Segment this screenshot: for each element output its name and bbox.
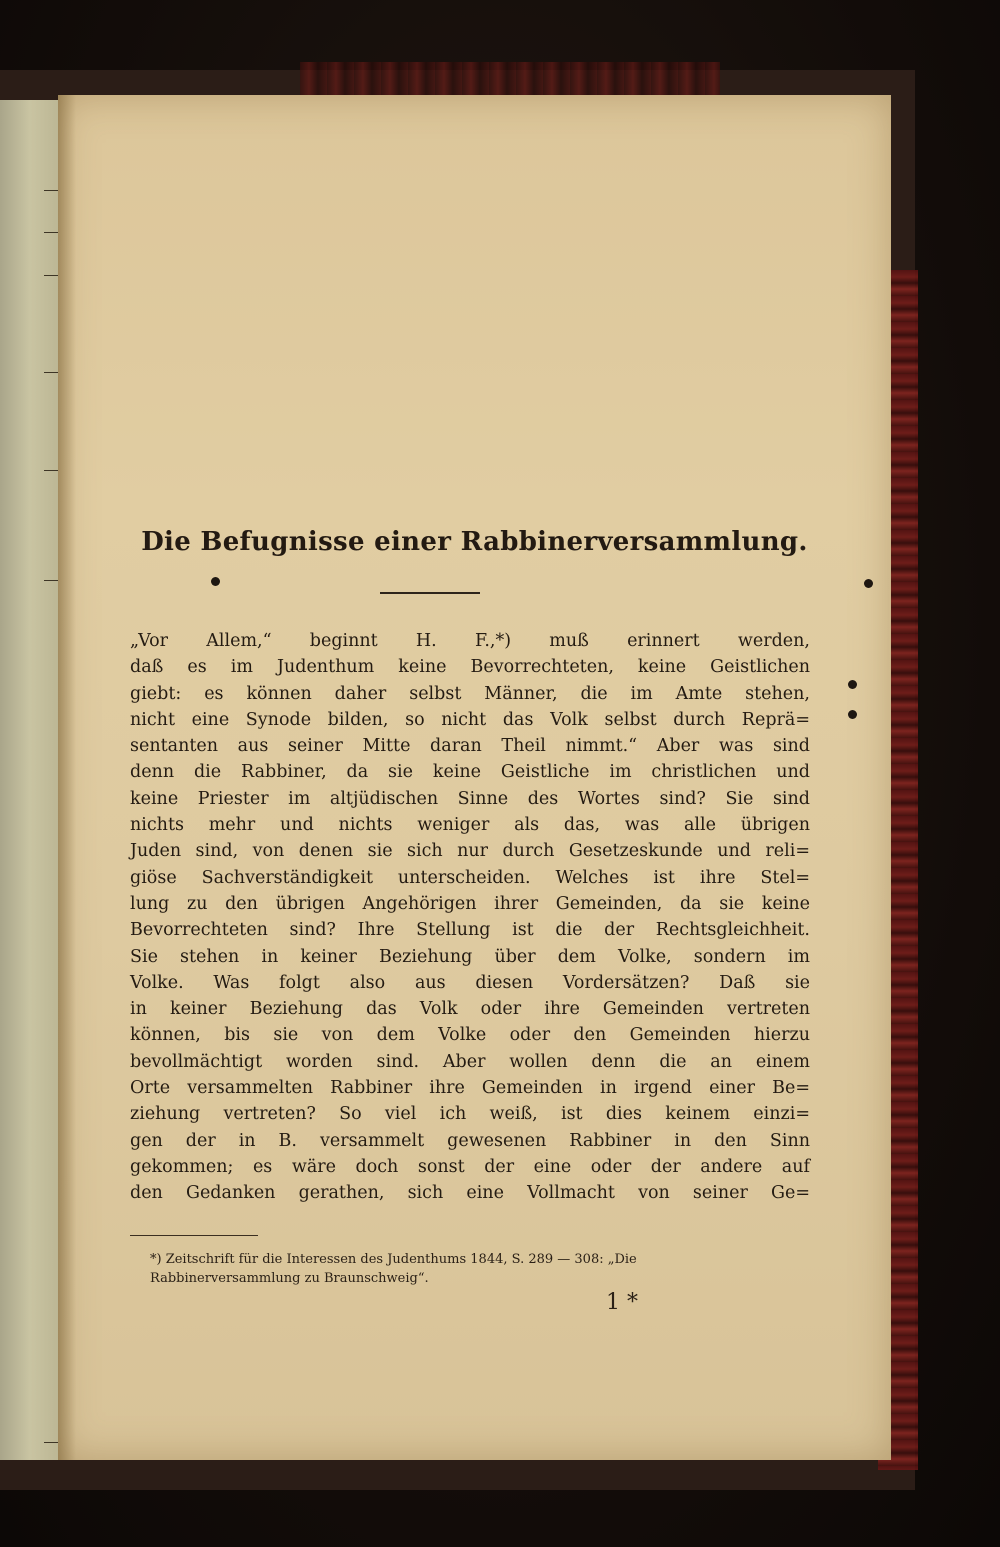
text-line: Juden sind, von denen sie sich nur durch Gesetzeskunde und reli= — [130, 841, 810, 862]
text-line: ziehung vertreten? So viel ich weiß, ist dies keinem einzi= — [130, 1104, 810, 1125]
footnote-line: *) Zeitschrift für die Interessen des Judenthums 1844, S. 289 — 308: „Die — [150, 1252, 637, 1267]
text-line: Volke. Was folgt also aus diesen Vordersätzen? Daß sie — [130, 972, 810, 993]
text-line: Orte versammelten Rabbiner ihre Gemeinden in irgend einer Be= — [130, 1078, 810, 1099]
chapter-heading: Die Befugnisse einer Rabbinerversammlung. — [141, 527, 808, 557]
facing-page-edge — [0, 100, 66, 1460]
ink-dot — [211, 577, 220, 586]
text-line: daß es im Judenthum keine Bevorrechteten, keine Geistlichen — [130, 657, 810, 678]
text-line: bevollmächtigt worden sind. Aber wollen denn die an einem — [130, 1051, 810, 1072]
text-line: in keiner Beziehung das Volk oder ihre Gemeinden vertreten — [130, 999, 810, 1020]
text-line: gen der in B. versammelt gewesenen Rabbiner in den Sinn — [130, 1130, 810, 1151]
text-line: nichts mehr und nichts weniger als das, was alle übrigen — [130, 815, 810, 836]
text-line: Sie stehen in keiner Beziehung über dem Volke, sondern im — [130, 946, 810, 967]
ink-dot — [848, 710, 857, 719]
footnote — [150, 1250, 830, 1288]
heading-rule — [380, 592, 480, 594]
ink-dot — [848, 680, 857, 689]
page-gutter-shadow — [58, 95, 76, 1460]
page-number: 1 * — [606, 1290, 638, 1315]
footnote-line: Rabbinerversammlung zu Braunschweig“. — [150, 1271, 429, 1286]
text-line: giebt: es können daher selbst Männer, die im Amte stehen, — [130, 683, 810, 704]
text-line: gekommen; es wäre doch sonst der eine oder der andere auf — [130, 1156, 810, 1177]
ink-dot — [864, 579, 873, 588]
text-line: nicht eine Synode bilden, so nicht das Volk selbst durch Reprä= — [130, 709, 810, 730]
text-line: sentanten aus seiner Mitte daran Theil nimmt.“ Aber was sind — [130, 736, 810, 757]
footnote-rule — [130, 1235, 258, 1236]
text-line: können, bis sie von dem Volke oder den Gemeinden hierzu — [130, 1025, 810, 1046]
text-line: giöse Sachverständigkeit unterscheiden. Welches ist ihre Stel= — [130, 867, 810, 888]
text-line: „Vor Allem,“ beginnt H. F.,*) muß erinnert werden, — [130, 631, 810, 651]
text-line: Bevorrechteten sind? Ihre Stellung ist die der Rechtsgleichheit. — [130, 920, 810, 941]
text-line: den Gedanken gerathen, sich eine Vollmacht von seiner Ge= — [130, 1183, 810, 1204]
text-line: keine Priester im altjüdischen Sinne des Wortes sind? Sie sind — [130, 788, 810, 809]
book-page — [58, 95, 891, 1460]
text-line: lung zu den übrigen Angehörigen ihrer Gemeinden, da sie keine — [130, 893, 810, 914]
text-line: denn die Rabbiner, da sie keine Geistliche im christlichen und — [130, 762, 810, 783]
body-paragraph — [130, 628, 810, 1207]
